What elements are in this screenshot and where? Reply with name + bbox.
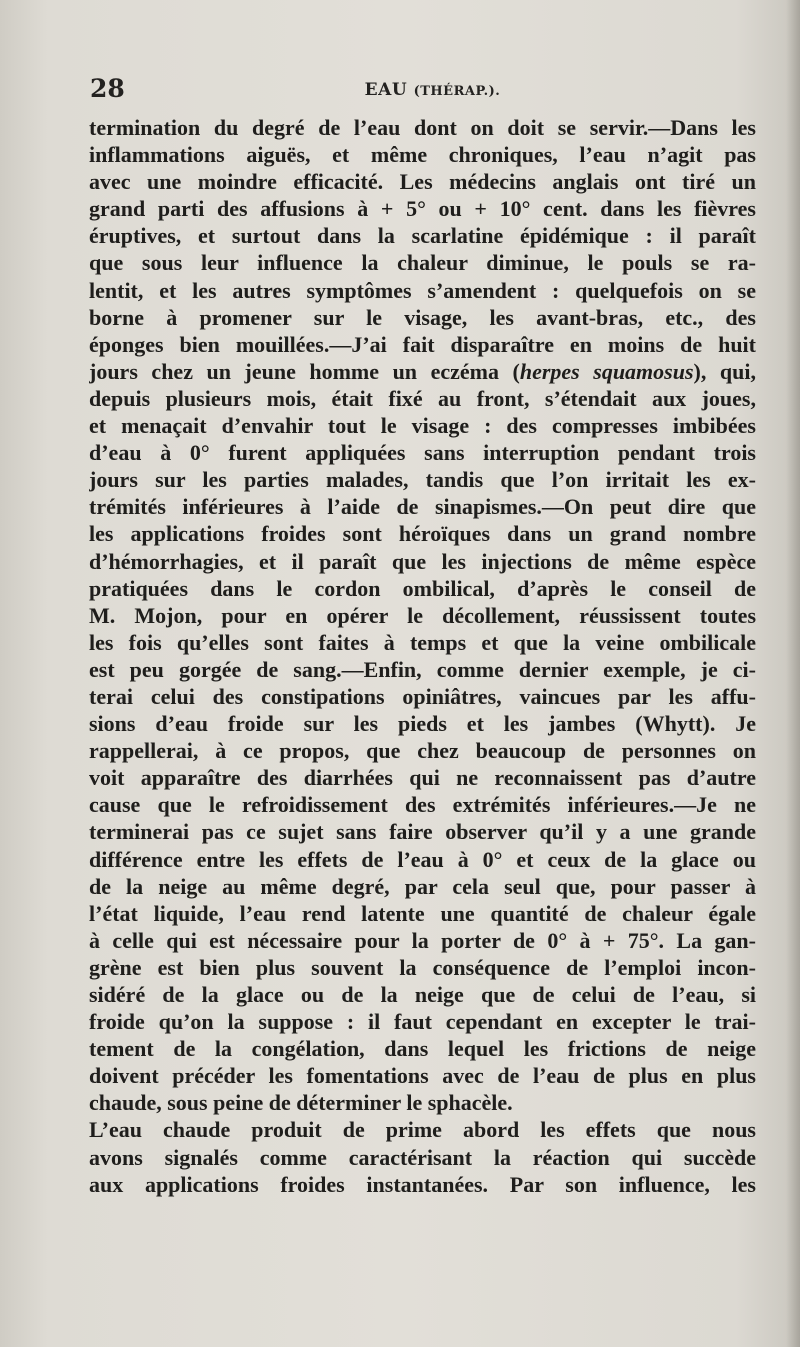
text-line: l’état liquide, l’eau rend latente une quantité de chaleur égale <box>89 900 756 926</box>
page-number: 28 <box>90 74 125 103</box>
text-line: terai celui des constipations opiniâtres, vaincues par les affu- <box>89 683 756 709</box>
text-line: doivent précéder les fomentations avec de l’eau de plus en plus <box>89 1063 756 1089</box>
text-line: rappellerai, à ce propos, que chez beaucoup de personnes on <box>89 738 756 764</box>
text-line: grand parti des affusions à + 5° ou + 10° cent. dans les fièvres <box>89 196 756 222</box>
text-line: lentit, et les autres symptômes s’amendent : quelquefois on se <box>89 277 756 303</box>
text-line: terminerai pas ce sujet sans faire observer qu’il y a une grande <box>89 819 756 845</box>
text-line: M. Mojon, pour en opérer le décollement, réussissent toutes <box>89 602 756 628</box>
running-title <box>90 80 755 100</box>
text-line: pratiquées dans le cordon ombilical, d’après le conseil de <box>89 575 756 601</box>
text-line: différence entre les effets de l’eau à 0° et ceux de la glace ou <box>89 846 756 872</box>
text-line: froide qu’on la suppose : il faut cependant en excepter le trai- <box>89 1009 756 1035</box>
text-line: sidéré de la glace ou de la neige que de celui de l’eau, si <box>89 982 756 1007</box>
body-text <box>89 114 756 1198</box>
text-line: jours sur les parties malades, tandis que l’on irritait les ex- <box>89 467 756 493</box>
running-title-sub: (THÉRAP.). <box>413 84 501 99</box>
text-line: inflammations aiguës, et même chroniques, l’eau n’agit pas <box>89 142 756 168</box>
page-header <box>90 74 755 108</box>
text-line: tement de la congélation, dans lequel les frictions de neige <box>89 1036 756 1062</box>
text-segment: jours chez un jeune homme un eczéma ( <box>89 358 520 384</box>
text-line: aux applications froides instantanées. Par son influence, les <box>89 1171 756 1197</box>
text-line: à celle qui est nécessaire pour la porter de 0° à + 75°. La gan- <box>89 927 756 953</box>
text-line: éponges bien mouillées.—J’ai fait disparaître en moins de huit <box>89 331 756 357</box>
text-line: que sous leur influence la chaleur diminue, le pouls se ra- <box>89 250 756 276</box>
text-line: avons signalés comme caractérisant la réaction qui succède <box>89 1144 756 1170</box>
text-line: cause que le refroidissement des extrémités inférieures.—Je ne <box>89 792 756 818</box>
text-line: est peu gorgée de sang.—Enfin, comme dernier exemple, je ci- <box>89 656 756 682</box>
text-line: L’eau chaude produit de prime abord les effets que nous <box>89 1117 756 1143</box>
text-line: avec une moindre efficacité. Les médecins anglais ont tiré un <box>89 169 756 195</box>
text-line: chaude, sous peine de déterminer le sphacèle. <box>89 1090 513 1116</box>
running-title-main: EAU <box>364 80 408 100</box>
text-line: termination du degré de l’eau dont on doit se servir.—Dans les <box>89 115 756 140</box>
text-line: trémités inférieures à l’aide de sinapismes.—On peut dire que <box>89 494 756 520</box>
text-line: d’hémorrhagies, et il paraît que les injections de même espèce <box>89 548 756 574</box>
text-segment: ), qui, <box>693 358 756 384</box>
text-line: voit apparaître des diarrhées qui ne reconnaissent pas d’autre <box>89 765 756 791</box>
text-line: les fois qu’elles sont faites à temps et que la veine ombilicale <box>89 629 756 655</box>
text-line: d’eau à 0° furent appliquées sans interruption pendant trois <box>89 440 756 466</box>
text-line: sions d’eau froide sur les pieds et les jambes (Whytt). Je <box>89 711 756 737</box>
text-line: et menaçait d’envahir tout le visage : des compresses imbibées <box>89 413 756 439</box>
text-line: de la neige au même degré, par cela seul que, pour passer à <box>89 873 756 899</box>
text-line: grène est bien plus souvent la conséquence de l’emploi incon- <box>89 954 756 980</box>
text-line <box>89 358 756 385</box>
italic-term: herpes squamosus <box>519 358 694 384</box>
text-line: éruptives, et surtout dans la scarlatine épidémique : il paraît <box>89 223 756 249</box>
text-line: les applications froides sont héroïques dans un grand nombre <box>89 521 756 547</box>
text-line: depuis plusieurs mois, était fixé au front, s’étendait aux joues, <box>89 385 756 411</box>
text-line: borne à promener sur le visage, les avant-bras, etc., des <box>89 304 756 330</box>
